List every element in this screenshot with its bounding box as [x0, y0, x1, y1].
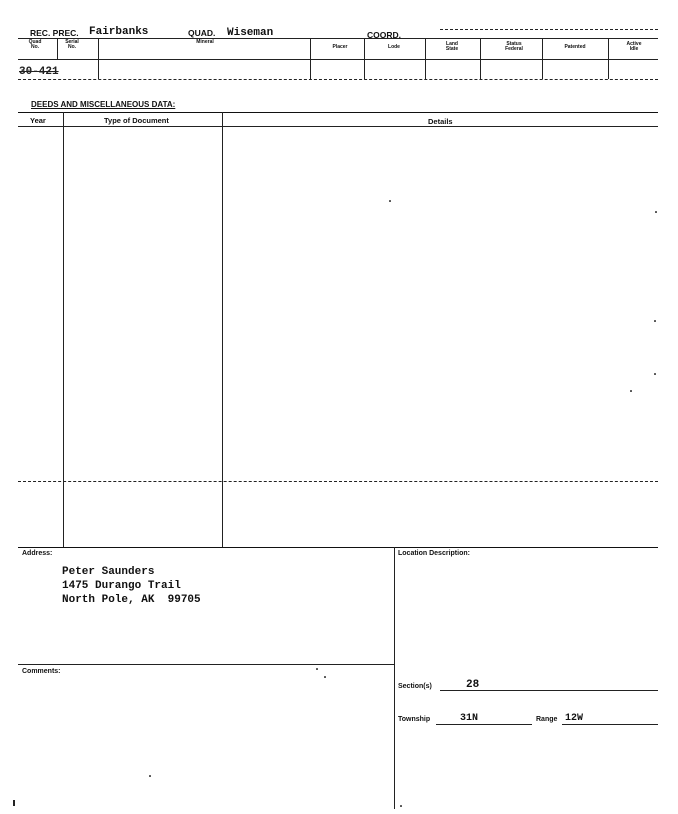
range-label: Range — [536, 716, 558, 723]
deeds-col-details: Details — [428, 117, 453, 126]
quad-value: Wiseman — [227, 27, 274, 39]
range-value: 12W — [565, 713, 584, 724]
scan-speck — [316, 668, 318, 670]
section-label: Section(s) — [398, 683, 432, 690]
col-placer: Placer — [332, 44, 348, 50]
address-line-3: North Pole, AK 99705 — [62, 594, 201, 606]
header-divider — [364, 38, 365, 79]
deeds-rule-top — [18, 112, 658, 113]
deeds-dashed-rule — [18, 481, 658, 482]
rec-prec-value: Fairbanks — [89, 26, 149, 38]
scan-speck — [13, 800, 15, 806]
range-underline — [562, 724, 658, 725]
scan-speck — [630, 390, 632, 392]
deeds-rule-bottom — [18, 547, 658, 548]
location-description-label: Location Description: — [398, 550, 470, 557]
deeds-col-year: Year — [30, 116, 46, 125]
section-value: 28 — [466, 679, 480, 691]
address-label: Address: — [22, 550, 53, 557]
quad-label: QUAD. — [188, 28, 216, 38]
header-divider — [57, 38, 58, 59]
address-line-2: 1475 Durango Trail — [62, 580, 181, 592]
coord-label: COORD. — [367, 30, 401, 40]
col-patented: Patented — [564, 44, 586, 50]
comments-label: Comments: — [22, 668, 61, 675]
rec-prec-label: REC. PREC. — [30, 28, 79, 38]
scan-speck — [149, 775, 151, 777]
header-divider — [425, 38, 426, 79]
col-active-idle: Active Idle — [626, 41, 642, 52]
header-rule-1 — [18, 38, 658, 39]
scan-speck — [389, 200, 391, 202]
header-divider — [542, 38, 543, 79]
header-divider — [310, 38, 311, 79]
deeds-col-type: Type of Document — [104, 116, 169, 125]
deeds-rule-header — [18, 126, 658, 127]
deeds-title: DEEDS AND MISCELLANEOUS DATA: — [31, 100, 176, 109]
header-divider — [480, 38, 481, 79]
location-divider — [394, 547, 395, 809]
address-line-1: Peter Saunders — [62, 566, 155, 578]
township-underline — [436, 724, 532, 725]
scan-speck — [654, 373, 656, 375]
col-quad-no: Quad No. — [28, 39, 42, 50]
header-rule-2 — [18, 59, 658, 60]
col-land-state: Land State — [445, 41, 459, 52]
col-lode: Lode — [388, 44, 400, 50]
col-mineral: Mineral — [196, 39, 214, 45]
col-serial-no: Serial No. — [65, 39, 79, 50]
header-divider — [608, 38, 609, 79]
quad-serial-value: 30-421 — [19, 66, 59, 78]
township-value: 31N — [460, 713, 479, 724]
scan-speck — [655, 211, 657, 213]
comments-rule — [18, 664, 394, 665]
header-divider — [98, 38, 99, 79]
section-underline — [440, 690, 658, 691]
header-dashed-extension — [440, 29, 658, 30]
header-rule-3 — [18, 79, 658, 80]
scan-speck — [400, 805, 402, 807]
scan-speck — [324, 676, 326, 678]
township-label: Township — [398, 716, 431, 723]
col-status-federal: Status Federal — [505, 41, 523, 52]
scan-speck — [654, 320, 656, 322]
